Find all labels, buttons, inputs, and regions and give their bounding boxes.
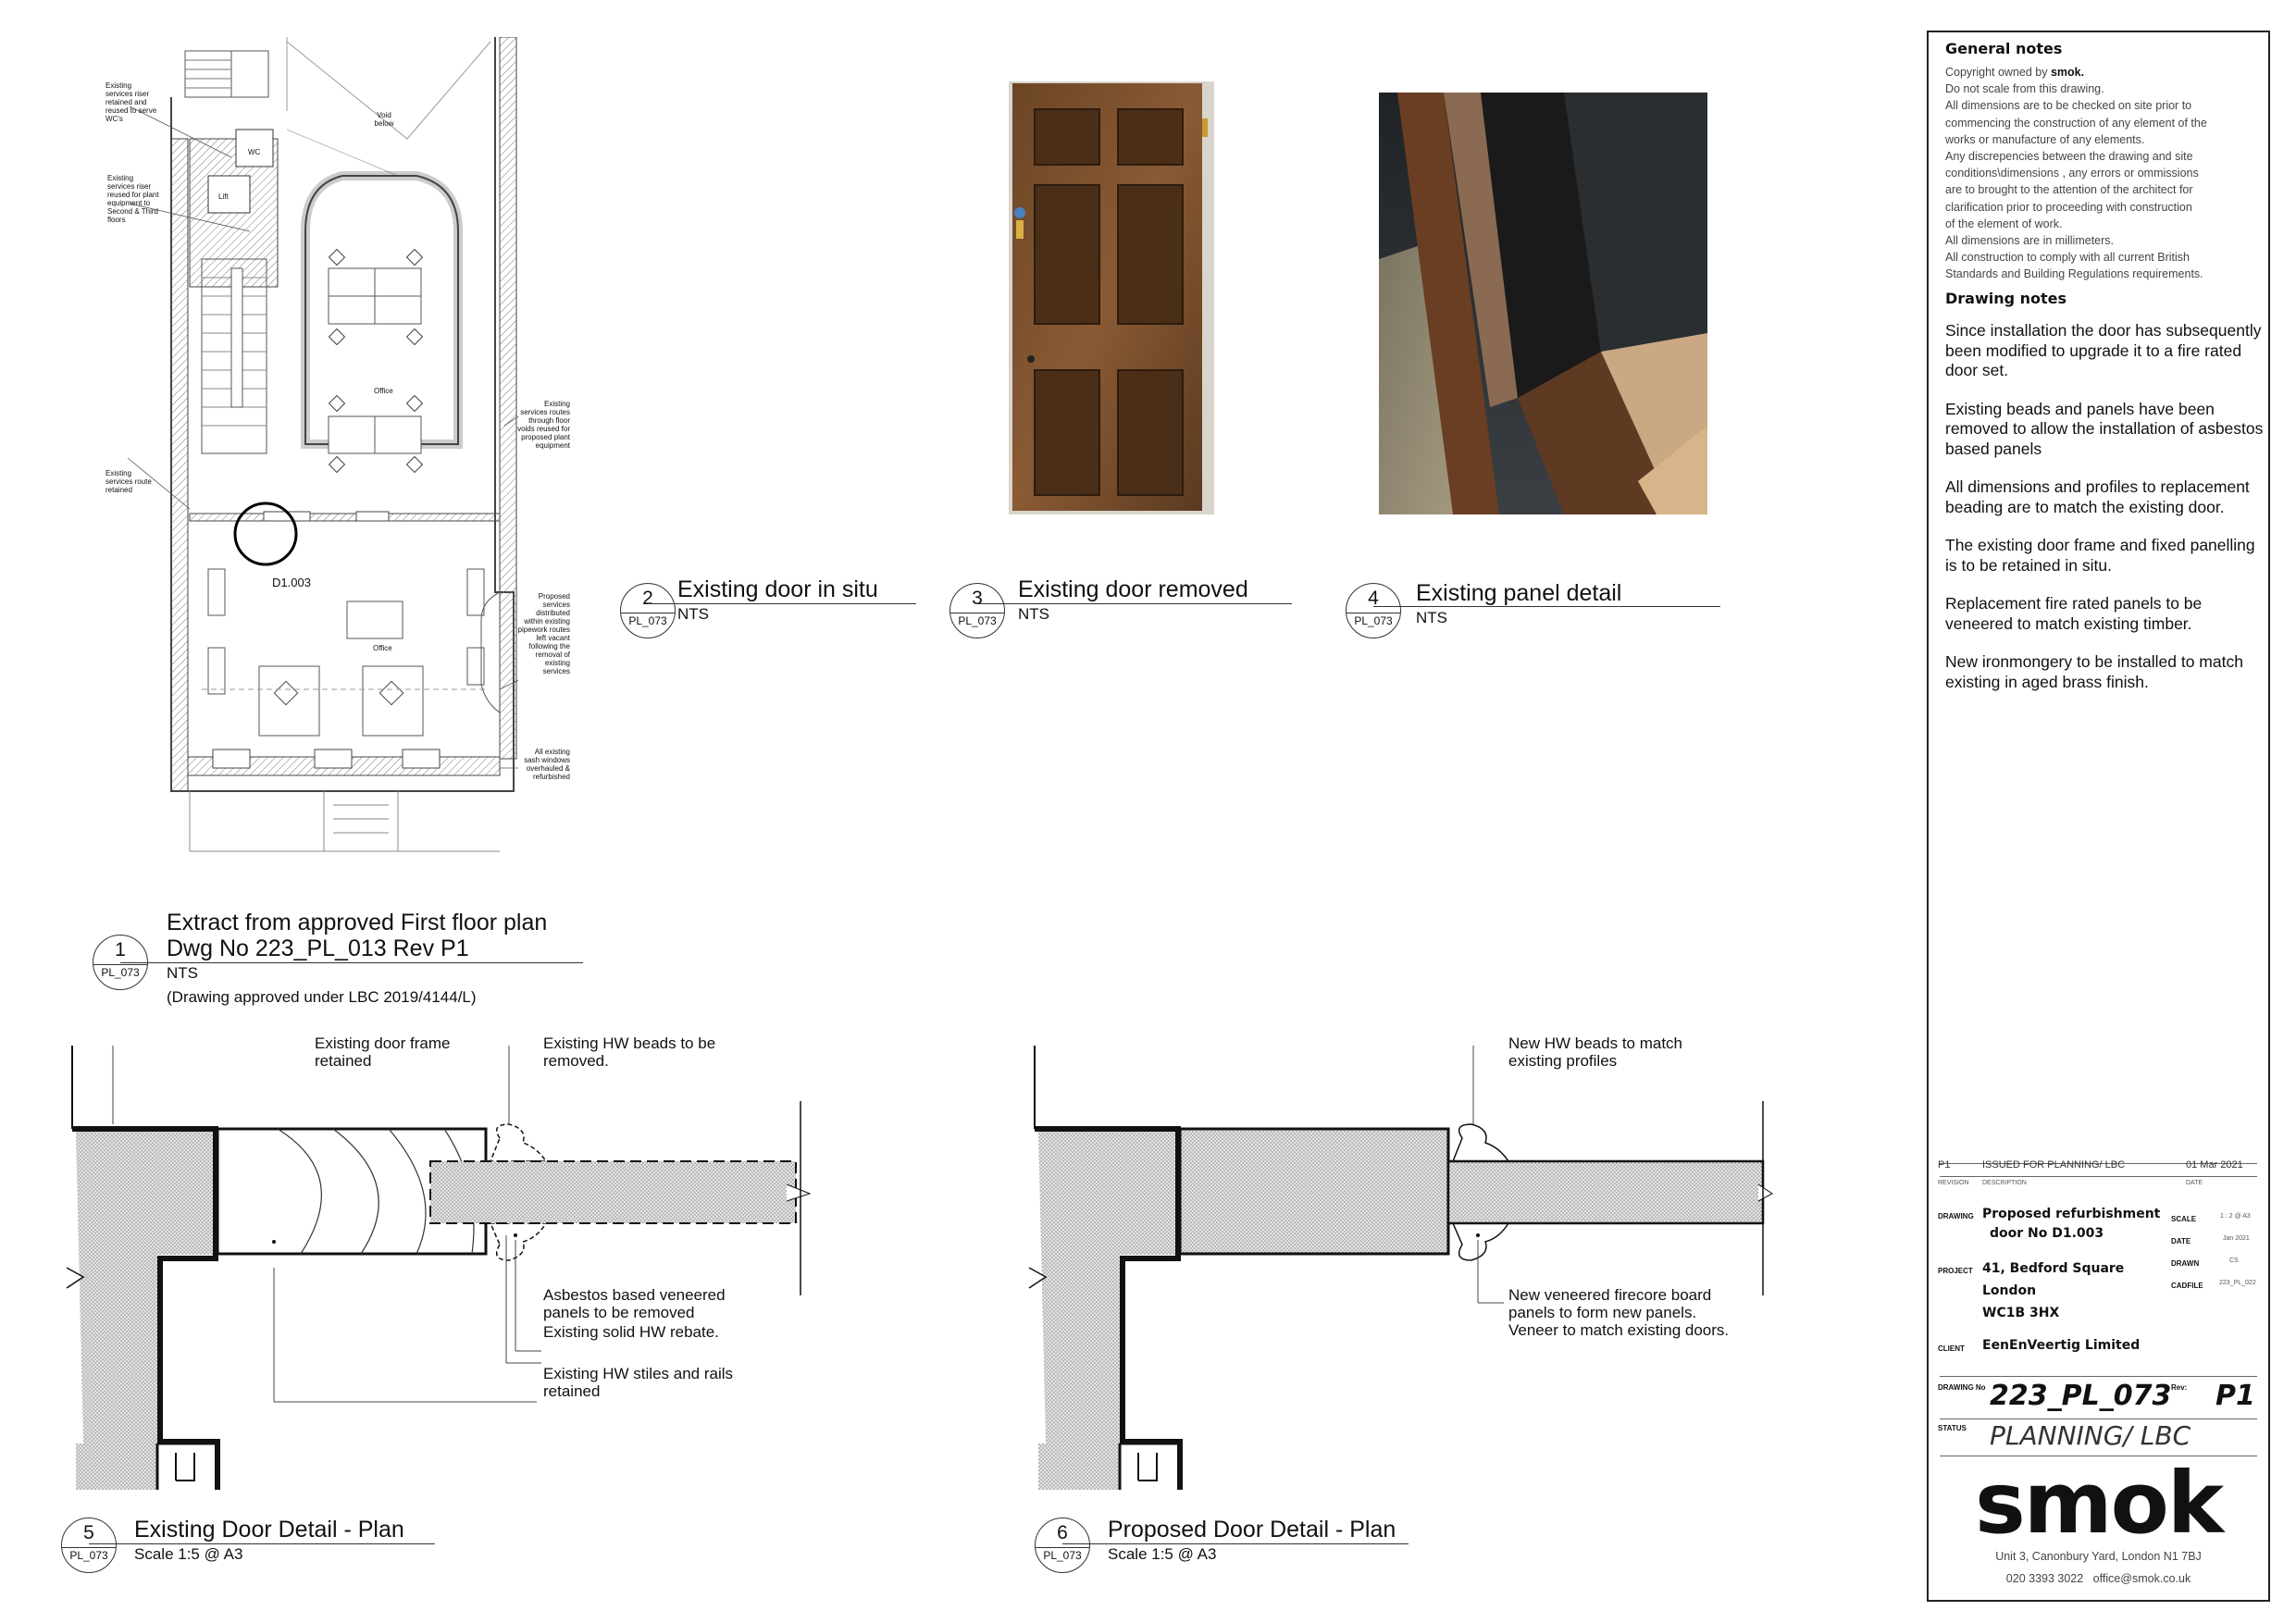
- client-name: EenEnVeertig Limited: [1982, 1338, 2141, 1353]
- title-block: [1927, 31, 2270, 1602]
- annotation-riser-wc: Existing services riser retained and reused to serve WC's: [105, 81, 157, 123]
- proposed-door-detail-drawing: [1018, 1046, 1795, 1508]
- view-5-scale: Scale 1:5 @ A3: [134, 1545, 243, 1563]
- view-6-scale: Scale 1:5 @ A3: [1108, 1545, 1217, 1563]
- annotation-services-routes-floor: Existing services routes through floor voids reused for proposed plant equipment: [517, 400, 570, 450]
- existing-door-detail-drawing: [56, 1046, 833, 1508]
- view-1-title-line1: Extract from approved First floor plan: [167, 910, 548, 935]
- view-marker-3: 3 PL_073: [949, 583, 1005, 638]
- lift-label: Lift: [218, 192, 229, 201]
- view-4-scale: NTS: [1416, 609, 1447, 626]
- view-1-scale: NTS: [167, 964, 198, 982]
- view-5-title: Existing Door Detail - Plan: [134, 1517, 404, 1542]
- view-2-scale: NTS: [677, 605, 709, 623]
- floor-plan: [93, 37, 592, 870]
- rev-value: P1: [2215, 1380, 2255, 1412]
- office-label-lower: Office: [373, 644, 392, 652]
- revision-code: P1: [1938, 1159, 1951, 1171]
- scale-label: SCALE: [2171, 1215, 2197, 1223]
- view-marker-4: 4 PL_073: [1346, 583, 1401, 638]
- status-value: PLANNING/ LBC: [1990, 1420, 2191, 1451]
- view-2-title: Existing door in situ: [677, 576, 878, 602]
- brand-contact: 020 3393 3022 office@smok.co.uk: [2005, 1572, 2191, 1585]
- drawing-label: DRAWING: [1938, 1212, 1974, 1220]
- callout-asbestos-panels: Asbestos based veneered panels to be removed: [543, 1286, 726, 1321]
- drawing-number: 223_PL_073: [1990, 1380, 2172, 1412]
- cadfile-value: 223_PL_022: [2219, 1280, 2256, 1286]
- project-line1: 41, Bedford Square: [1982, 1261, 2125, 1276]
- view-marker-5: 5 PL_073: [61, 1518, 117, 1573]
- client-label: CLIENT: [1938, 1344, 1965, 1353]
- date-label: DATE: [2171, 1237, 2191, 1245]
- status-label: STATUS: [1938, 1424, 1967, 1432]
- annotation-proposed-services: Proposed services distributed within existing pipework routes left vacant following the removal of existing services: [517, 592, 570, 675]
- office-label-upper: Office: [374, 387, 393, 395]
- callout-new-beads: New HW beads to match existing profiles: [1508, 1035, 1683, 1070]
- photo-existing-panel-detail: [1379, 93, 1707, 514]
- cadfile-label: CADFILE: [2171, 1282, 2203, 1290]
- view-1-note: (Drawing approved under LBC 2019/4144/L): [167, 988, 477, 1006]
- copyright-line: Copyright owned by smok.: [1945, 66, 2085, 79]
- brand-address: Unit 3, Canonbury Yard, London N1 7BJ: [1995, 1550, 2202, 1563]
- callout-stiles-rails: Existing HW stiles and rails retained: [543, 1365, 734, 1400]
- project-line3: WC1B 3HX: [1982, 1306, 2060, 1320]
- callout-solid-rebate: Existing solid HW rebate.: [543, 1323, 719, 1341]
- view-4-title: Existing panel detail: [1416, 580, 1622, 606]
- revision-description: ISSUED FOR PLANNING/ LBC: [1982, 1159, 2126, 1171]
- door-ref-label: D1.003: [272, 576, 311, 589]
- photo-existing-door-in-situ: [1009, 81, 1214, 514]
- wc-label: WC: [248, 148, 261, 156]
- callout-new-firecore-panels: New veneered firecore board panels to form new panels. Veneer to match existing doors.: [1508, 1286, 1730, 1339]
- scale-value: 1 : 2 @ A3: [2220, 1213, 2251, 1220]
- drawing-no-label: DRAWING No: [1938, 1383, 1986, 1392]
- view-marker-1: 1 PL_073: [93, 935, 148, 990]
- general-notes: Copyright owned by smok. Do not scale from this drawing. All dimensions are to be checked on site prior to commencing the construction of any element of the works or manufacture of any elements. Any discrepencies between the drawing and site conditions\dimensions , any errors or ommissions are to brought to the attention of the architect for clarification prior to proceeding with construction of the element of work. All dimensions are in millimeters. All construction to comply with all current British Standards and Building Regulations requirements.: [1945, 64, 2260, 283]
- void-label: Void below: [374, 111, 394, 128]
- rev-cap-date: DATE: [2186, 1180, 2203, 1186]
- annotation-sash-windows: All existing sash windows overhauled & refurbished: [524, 748, 570, 781]
- drawn-label: DRAWN: [2171, 1259, 2200, 1268]
- rev-cap-description: DESCRIPTION: [1982, 1180, 2027, 1186]
- annotation-services-route: Existing services route retained: [105, 469, 152, 494]
- general-notes-heading: General notes: [1945, 40, 2063, 57]
- view-marker-2: 2 PL_073: [620, 583, 676, 638]
- rev-label: Rev:: [2171, 1383, 2188, 1392]
- view-6-title: Proposed Door Detail - Plan: [1108, 1517, 1396, 1542]
- view-3-title: Existing door removed: [1018, 576, 1248, 602]
- callout-existing-beads: Existing HW beads to be removed.: [543, 1035, 716, 1070]
- drawn-value: CS: [2229, 1258, 2239, 1264]
- view-3-scale: NTS: [1018, 605, 1049, 623]
- project-line2: London: [1982, 1283, 2037, 1298]
- drawing-notes-heading: Drawing notes: [1945, 290, 2067, 307]
- callout-existing-frame: Existing door frame retained: [315, 1035, 451, 1070]
- drawing-notes: Since installation the door has subsequently been modified to upgrade it to a fire rated door set. Existing beads and panels have been removed to allow the installation of asbestos based panels All dimensions and profiles to replacement beading are to match the existing door. The existing door frame and fixed panelling is to be retained in situ. Replacement fire rated panels to be veneered to match existing timber. New ironmongery to be installed to match existing in aged brass finish.: [1945, 321, 2264, 691]
- annotation-riser-plant: Existing services riser reused for plant equipment to Second & Third floors: [107, 174, 159, 224]
- revision-date: 01 Mar 2021: [2186, 1159, 2243, 1171]
- drawing-title-line2: door No D1.003: [1990, 1226, 2104, 1241]
- rev-cap-revision: REVISION: [1938, 1180, 1969, 1186]
- project-label: PROJECT: [1938, 1267, 1973, 1275]
- date-value: Jan 2021: [2223, 1235, 2250, 1242]
- drawing-title-line1: Proposed refurbishment: [1982, 1207, 2161, 1221]
- brand-logo: smok: [1974, 1454, 2222, 1553]
- view-marker-6: 6 PL_073: [1035, 1518, 1090, 1573]
- view-1-title-line2: Dwg No 223_PL_013 Rev P1: [167, 935, 469, 961]
